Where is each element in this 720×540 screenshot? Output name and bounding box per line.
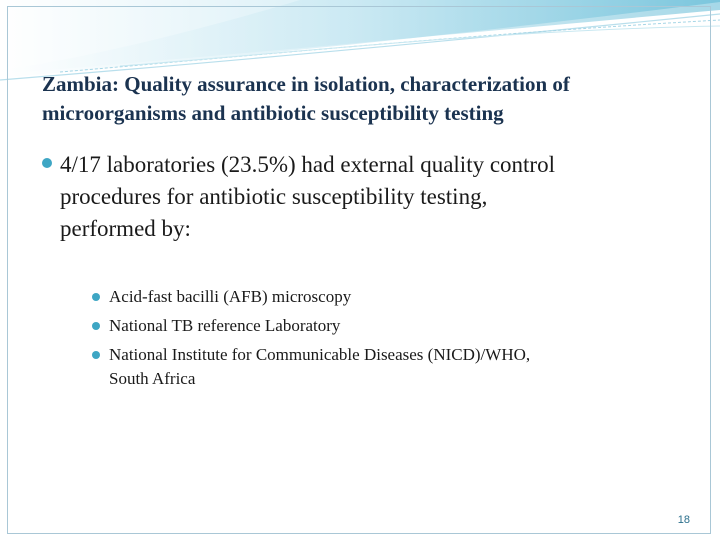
- bullet-dot-icon: [42, 158, 52, 168]
- sub-bullet-line: South Africa: [109, 369, 196, 388]
- main-bullet-line: performed by:: [60, 216, 191, 241]
- bullet-dot-icon: [92, 322, 100, 330]
- sub-bullet-item: [92, 285, 652, 309]
- main-bullet-line: procedures for antibiotic susceptibility testing,: [60, 184, 488, 209]
- sub-bullet-line: Acid-fast bacilli (AFB) microscopy: [109, 287, 352, 306]
- title-line: Zambia: Quality assurance in isolation, characterization of: [42, 72, 570, 96]
- sub-bullet-line: National TB reference Laboratory: [109, 316, 341, 335]
- main-bullet-line: 4/17 laboratories (23.5%) had external quality control: [60, 152, 555, 177]
- title-line: microorganisms and antibiotic susceptibility testing: [42, 101, 504, 125]
- bullet-dot-icon: [92, 293, 100, 301]
- slide-title: [42, 70, 682, 128]
- bullet-dot-icon: [92, 351, 100, 359]
- sub-bullet-item: [92, 343, 652, 391]
- sub-bullet-item: [92, 314, 652, 338]
- page-number: 18: [677, 514, 690, 526]
- sub-bullet-list: [92, 285, 652, 396]
- sub-bullet-line: National Institute for Communicable Diseases (NICD)/WHO,: [109, 345, 531, 364]
